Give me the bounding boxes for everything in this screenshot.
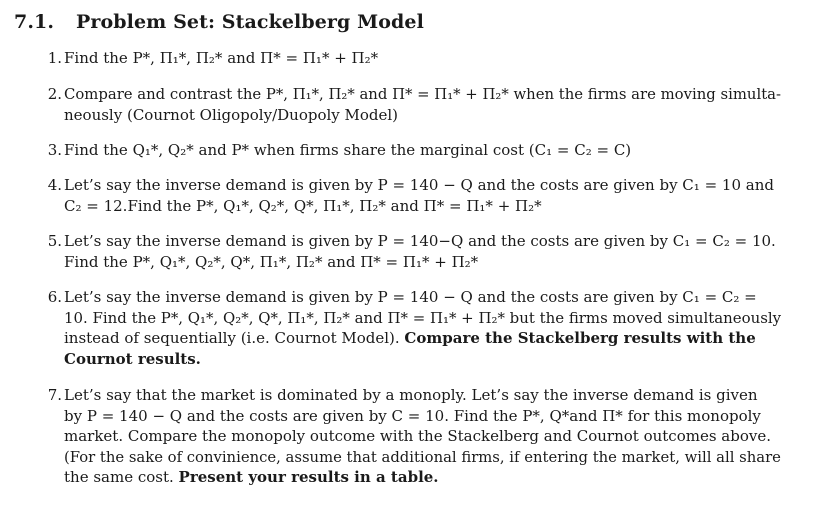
problem-text (64, 48, 781, 69)
problem-item (36, 140, 781, 161)
section-number: 7.1. (14, 11, 55, 33)
problem-line (64, 48, 781, 69)
problem-text-run: Find the P*, Q₁*, Q₂*, Q*, Π₁*, Π₂* and Π* = Π₁* + Π₂* (64, 252, 479, 271)
problem-text-run: Compare and contrast the P*, Π₁*, Π₂* and Π* = Π₁* + Π₂* when the firms are moving simulta- (64, 85, 782, 103)
problem-number: 5. (47, 232, 62, 250)
problem-text (64, 175, 781, 216)
problem-line (64, 231, 781, 252)
problem-text-run: market. Compare the monopoly outcome with the Stackelberg and Cournot outcomes above. (64, 427, 771, 445)
problem-line (64, 287, 781, 308)
problem-line (64, 252, 781, 273)
problem-number: 4. (47, 176, 62, 194)
problem-text-run: Find the P*, Π₁*, Π₂* and Π* = Π₁* + Π₂* (64, 49, 379, 67)
problem-line (64, 105, 781, 126)
problem-line (64, 175, 781, 196)
problem-item (36, 84, 781, 125)
problem-line (64, 349, 781, 370)
problem-text (64, 140, 781, 161)
problem-text-run: Find the Q₁*, Q₂* and P* when firms share the marginal cost (C₁ = C₂ = C) (64, 141, 632, 159)
problem-number: 2. (47, 85, 62, 103)
problem-text-run: Let’s say the inverse demand is given by P = 140 − Q and the costs are given by C₁ = 10 and (64, 176, 774, 194)
problem-emphasis: Compare the Stackelberg results with the (404, 329, 756, 347)
problem-text (64, 231, 781, 272)
problem-line (64, 328, 781, 349)
problem-item (36, 48, 781, 69)
problem-text-run: neously (Cournot Oligopoly/Duopoly Model) (64, 105, 399, 124)
problem-item (36, 231, 781, 272)
problem-item (36, 175, 781, 216)
problem-text-run: C₂ = 12.Find the P*, Q₁*, Q₂*, Q*, Π₁*, Π₂* and Π* = Π₁* + Π₂* (64, 196, 542, 215)
problem-text (64, 84, 781, 125)
problem-text (64, 385, 781, 488)
problem-line (64, 308, 782, 329)
problem-line (64, 467, 781, 488)
problem-line (64, 406, 781, 427)
problem-line (64, 447, 781, 468)
problem-text-run: the same cost. (64, 468, 179, 486)
problem-text-run: Let’s say that the market is dominated by a monoply. Let’s say the inverse demand is given (64, 386, 758, 404)
problem-text-run: 10. Find the P*, Q₁*, Q₂*, Q*, Π₁*, Π₂* and Π* = Π₁* + Π₂* but the firms moved simultaneously (64, 308, 782, 327)
problem-emphasis: Present your results in a table. (178, 468, 439, 486)
section-title: Problem Set: Stackelberg Model (76, 11, 424, 33)
problem-text-run: Let’s say the inverse demand is given by P = 140−Q and the costs are given by C₁ = C₂ = 10. (64, 232, 776, 250)
problem-number: 7. (47, 386, 62, 404)
problem-item (36, 385, 781, 488)
problem-text-run: instead of sequentially (i.e. Cournot Model). (64, 329, 405, 347)
section-heading (14, 11, 424, 33)
problem-number: 1. (47, 49, 62, 67)
problem-line (64, 84, 782, 105)
problem-line (64, 385, 781, 406)
problem-line (64, 426, 781, 447)
problem-item (36, 287, 781, 369)
problem-emphasis: Cournot results. (64, 349, 201, 368)
problem-text (64, 287, 781, 369)
problem-text-run: Let’s say the inverse demand is given by P = 140 − Q and the costs are given by C₁ = C₂ = (64, 288, 757, 306)
problem-line (64, 196, 781, 217)
problem-number: 6. (47, 288, 62, 306)
problem-line (64, 140, 781, 161)
problem-text-run: by P = 140 − Q and the costs are given by C = 10. Find the P*, Q*and Π* for this monopoly (64, 406, 761, 425)
problem-text-run: (For the sake of convinience, assume that additional firms, if entering the market, will all share (64, 447, 781, 466)
problem-number: 3. (47, 141, 62, 159)
